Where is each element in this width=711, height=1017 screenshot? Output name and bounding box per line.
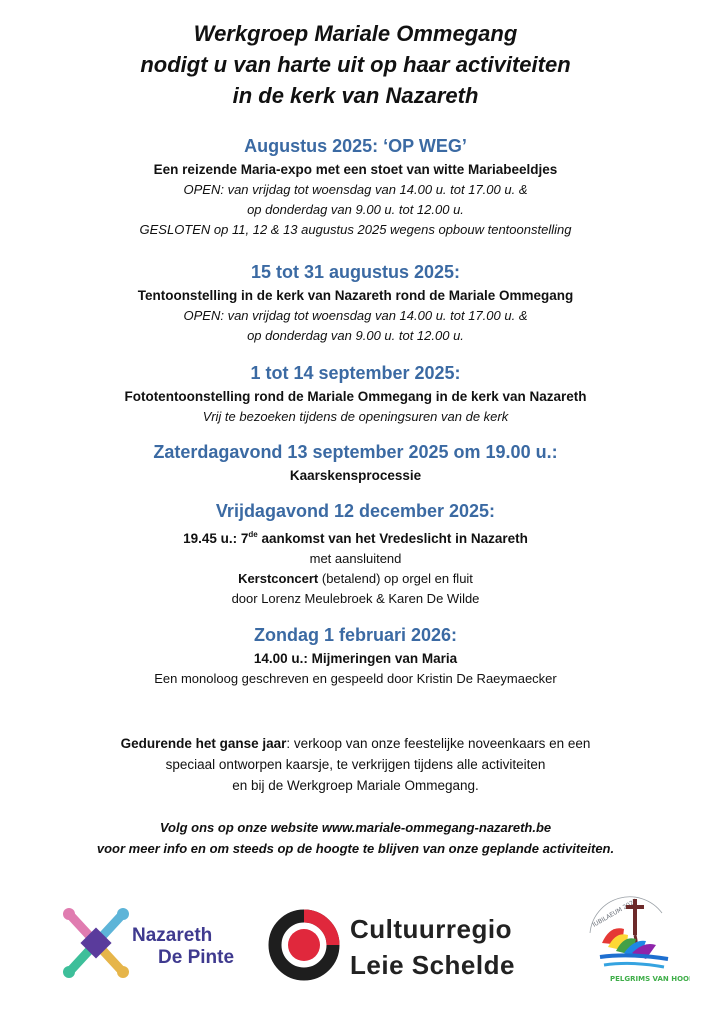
cultuurregio-logo-text (350, 911, 515, 983)
nazareth-text: Nazareth (132, 925, 213, 946)
section-title: Vrijdagavond 12 december 2025: (215, 501, 496, 521)
section-kaarskensprocessie (0, 440, 711, 486)
follow-line-2: voor meer info en om steeds op de hoogte te blijven van onze geplande activiteiten. (96, 841, 615, 856)
section-line (0, 569, 711, 589)
ordinal-suffix: de (248, 530, 258, 539)
cultuurregio-ring-icon (268, 909, 340, 981)
section-subtitle: 14.00 u.: Mijmeringen van Maria (253, 651, 458, 666)
section-subtitle (0, 525, 711, 549)
section-line: Een monoloog geschreven en gespeeld door Kristin De Raeymaecker (154, 671, 557, 686)
section-line: Vrij te bezoeken tijdens de openingsuren van de kerk (202, 409, 509, 424)
pelgrims-van-hoop-text: PELGRIMS VAN HOOP (610, 975, 690, 983)
jubilee-emblem-icon (580, 895, 690, 990)
yearround-label: Gedurende het ganse jaar (120, 736, 287, 751)
yearround-text: : verkoop van onze feestelijke noveenkaars en een (286, 736, 591, 751)
time-text: 19.45 u.: 7 (183, 531, 249, 546)
section-subtitle: Tentoonstelling in de kerk van Nazareth rond de Mariale Ommegang (137, 288, 574, 303)
section-line: OPEN: van vrijdag tot woensdag van 14.00 u. tot 17.00 u. & (183, 182, 528, 197)
follow-block (0, 817, 711, 859)
section-subtitle: Een reizende Maria-expo met een stoet van witte Mariabeeldjes (153, 162, 558, 177)
event-text: aankomst van het Vredeslicht in Nazareth (257, 531, 528, 546)
header-line-2: nodigt u van harte uit op haar activiteiten (140, 52, 571, 77)
section-subtitle: Fototentoonstelling rond de Mariale Ommegang in de kerk van Nazareth (124, 389, 587, 404)
de-pinte-text: De Pinte (158, 947, 235, 968)
section-line: OPEN: van vrijdag tot woensdag van 14.00 u. tot 17.00 u. & (183, 308, 528, 323)
nazareth-de-pinte-logo (60, 903, 240, 983)
kerstconcert-detail: (betalend) op orgel en fluit (318, 571, 473, 586)
jubilee-arc-text: IUBILAEUM 2025 (591, 897, 639, 929)
section-line: GESLOTEN op 11, 12 & 13 augustus 2025 wegens opbouw tentoonstelling (139, 222, 572, 237)
follow-line-1: Volg ons op onze website www.mariale-ommegang-nazareth.be (159, 820, 552, 835)
section-fototentoonstelling (0, 361, 711, 427)
flyer-header (0, 18, 711, 111)
header-line-3: in de kerk van Nazareth (232, 83, 479, 108)
leie-schelde-text: Leie Schelde (350, 950, 515, 980)
header-line-1: Werkgroep Mariale Ommegang (193, 21, 518, 46)
yearround-line-1 (0, 733, 711, 754)
section-line: door Lorenz Meulebroek & Karen De Wilde (231, 591, 480, 606)
section-line: met aansluitend (309, 551, 402, 566)
pelgrims-van-hoop-logo (580, 895, 690, 990)
cultuurregio-logo (268, 905, 558, 985)
kerstconcert-label: Kerstconcert (238, 571, 319, 586)
yearround-line-2: speciaal ontworpen kaarsje, te verkrijgen tijdens alle activiteiten (165, 757, 546, 772)
section-line: op donderdag van 9.00 u. tot 12.00 u. (247, 328, 464, 343)
nazareth-star-icon (60, 903, 132, 983)
section-title: Augustus 2025: ‘OP WEG’ (244, 136, 467, 156)
section-title: Zondag 1 februari 2026: (253, 625, 458, 645)
section-mijmeringen (0, 623, 711, 689)
section-tentoonstelling (0, 260, 711, 346)
section-title: 15 tot 31 augustus 2025: (250, 262, 461, 282)
nazareth-logo-text (132, 925, 234, 969)
section-subtitle: Kaarskensprocessie (289, 468, 422, 483)
section-title: 1 tot 14 september 2025: (250, 363, 461, 383)
yearround-block (0, 733, 711, 796)
yearround-line-3: en bij de Werkgroep Mariale Ommegang. (232, 778, 479, 793)
section-line: op donderdag van 9.00 u. tot 12.00 u. (247, 202, 464, 217)
cultuurregio-text: Cultuurregio (350, 914, 512, 944)
section-title: Zaterdagavond 13 september 2025 om 19.00 u.: (153, 442, 558, 462)
section-augustus-op-weg (0, 134, 711, 240)
section-vredeslicht (0, 499, 711, 609)
sponsor-logos (0, 895, 711, 995)
